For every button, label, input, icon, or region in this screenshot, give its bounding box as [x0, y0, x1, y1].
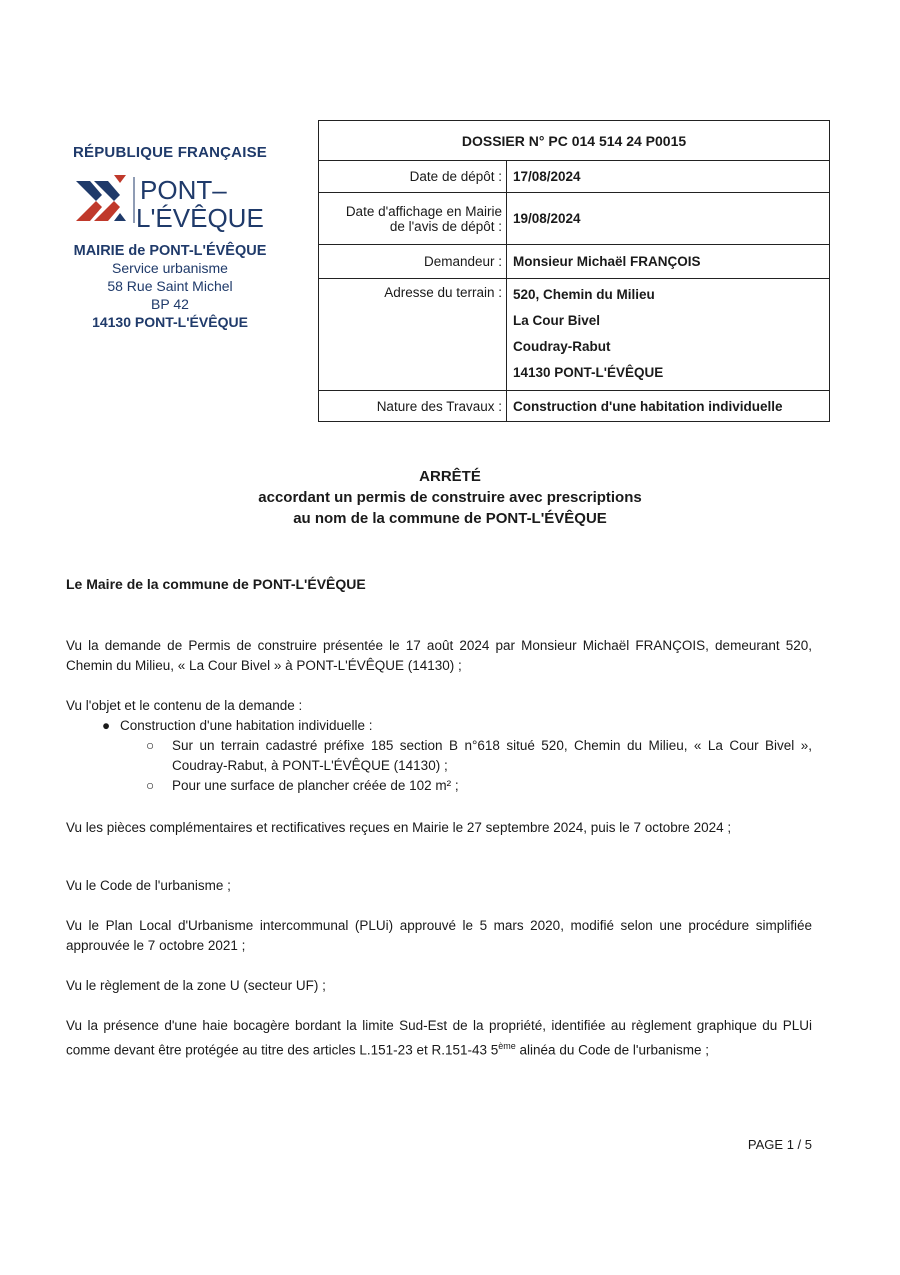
city-address: 14130 PONT-L'ÉVÊQUE	[92, 314, 248, 330]
mairie-name: MAIRIE de PONT-L'ÉVÊQUE	[73, 243, 267, 259]
logo-text-line2: L'ÉVÊQUE	[136, 203, 264, 233]
vu-pieces: Vu les pièces complémentaires et rectificatives reçues en Mairie le 27 septembre 2024, puis le 7 octobre 2024 ;	[66, 820, 732, 835]
vu-haie	[66, 1016, 812, 1061]
arrete-subtitle-1: accordant un permis de construire avec prescriptions	[258, 489, 642, 506]
value-nature: Construction d'une habitation individuelle	[513, 398, 783, 414]
vu-haie-sup: ème	[498, 1041, 516, 1051]
row-demandeur	[319, 245, 829, 279]
row-date-depot	[319, 161, 829, 193]
label-affichage-line2: de l'avis de dépôt :	[389, 218, 502, 234]
arrete-heading: ARRÊTÉ	[419, 468, 481, 485]
logo-mark	[74, 171, 264, 237]
value-date-depot: 17/08/2024	[513, 169, 581, 184]
mairie-header	[50, 144, 290, 331]
adresse-line: 14130 PONT-L'ÉVÊQUE	[513, 365, 664, 380]
value-affichage: 19/08/2024	[513, 211, 581, 226]
vu-haie-end: alinéa du Code de l'urbanisme ;	[515, 1042, 709, 1058]
street-address: 58 Rue Saint Michel	[107, 278, 233, 294]
value-adresse	[507, 279, 829, 390]
sub-bullet-circle: ○	[146, 778, 155, 793]
service-name: Service urbanisme	[112, 260, 228, 276]
vu-plui: Vu le Plan Local d'Urbanisme intercommunal (PLUi) approuvé le 5 mars 2020, modifié selon une procédure simplifiée approuvée le 7 octobre 2021 ;	[66, 918, 812, 953]
vu-haie-text: Vu la présence d'une haie bocagère bordant la limite Sud-Est de la propriété, identifiée au règlement graphique du PLUi comme devant être protégée au titre des articles L.151-23 et R.151-43 5	[66, 1018, 812, 1058]
bullet-construction: Construction d'une habitation individuelle :	[120, 718, 373, 733]
row-nature	[319, 391, 829, 421]
row-adresse	[319, 279, 829, 391]
maire-heading: Le Maire de la commune de PONT-L'ÉVÊQUE	[66, 576, 366, 592]
republique-francaise: RÉPUBLIQUE FRANÇAISE	[72, 144, 267, 161]
sub-bullet-circle: ○	[146, 738, 155, 753]
page-number: PAGE 1 / 5	[747, 1137, 812, 1152]
row-affichage	[319, 193, 829, 245]
vu-demande: Vu la demande de Permis de construire présentée le 17 août 2024 par Monsieur Michaël FRANÇOIS, demeurant 520, Chemin du Milieu, « La Cour Bivel » à PONT-L'ÉVÊQUE (14130) ;	[66, 638, 812, 673]
vu-code: Vu le Code de l'urbanisme ;	[66, 878, 231, 893]
label-nature: Nature des Travaux :	[319, 391, 507, 421]
arrete-subtitle-2: au nom de la commune de PONT-L'ÉVÊQUE	[293, 510, 607, 527]
postal-box: BP 42	[151, 296, 189, 312]
label-affichage	[319, 193, 507, 244]
vu-reglement: Vu le règlement de la zone U (secteur UF) ;	[66, 978, 326, 993]
label-adresse: Adresse du terrain :	[319, 279, 507, 390]
dossier-table	[318, 120, 830, 422]
adresse-line: La Cour Bivel	[513, 313, 601, 328]
label-date-depot: Date de dépôt :	[319, 161, 507, 192]
pont-leveque-logo	[50, 171, 290, 237]
label-affichage-line1: Date d'affichage en Mairie	[345, 203, 502, 219]
label-demandeur: Demandeur :	[319, 245, 507, 278]
bullet-dot: ●	[102, 718, 111, 733]
value-demandeur: Monsieur Michaël FRANÇOIS	[513, 254, 701, 269]
vu-objet: Vu l'objet et le contenu de la demande :	[66, 698, 303, 713]
arrete-title	[0, 466, 900, 529]
sub-terrain: Sur un terrain cadastré préfixe 185 section B n°618 situé 520, Chemin du Milieu, « La Cour Bivel », Coudray-Rabut, à PONT-L'ÉVÊQUE (14130) ;	[172, 738, 812, 773]
adresse-line: 520, Chemin du Milieu	[513, 287, 655, 302]
logo-text-line1: PONT–	[140, 175, 227, 205]
sub-surface: Pour une surface de plancher créée de 102 m² ;	[172, 778, 459, 793]
dossier-number: DOSSIER N° PC 014 514 24 P0015	[319, 121, 829, 161]
adresse-line: Coudray-Rabut	[513, 339, 611, 354]
